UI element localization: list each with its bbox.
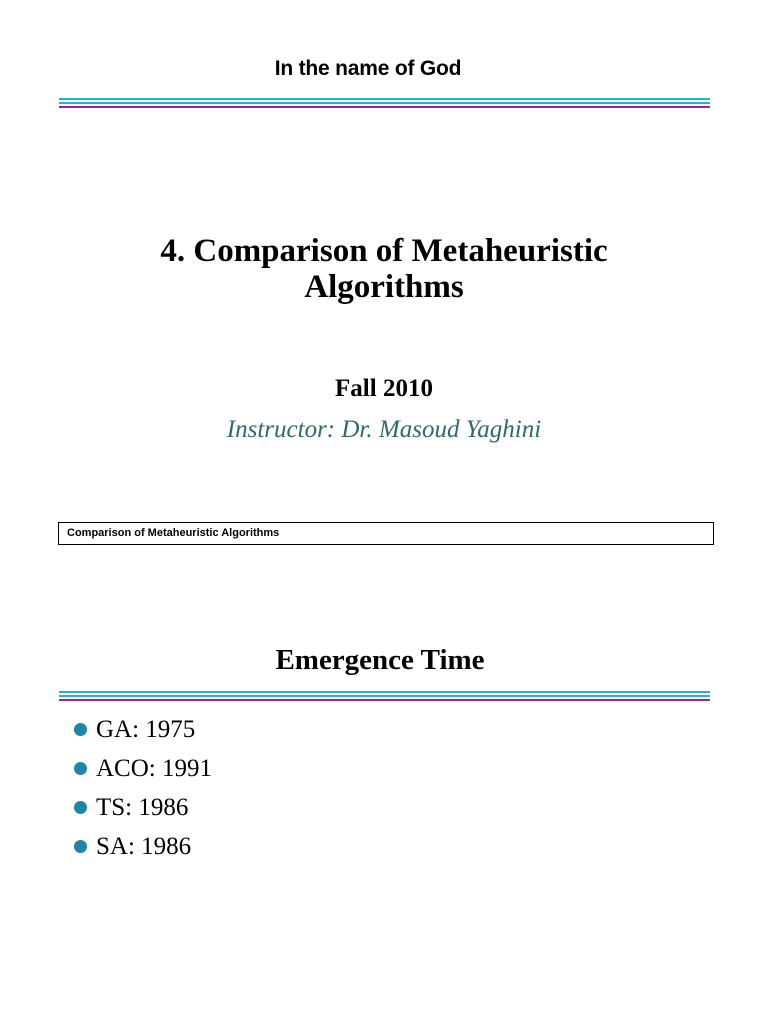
slide-title-line-1: 4. Comparison of Metaheuristic	[160, 233, 608, 269]
header-divider	[59, 98, 710, 108]
footer-label: Comparison of Metaheuristic Algorithms	[67, 527, 280, 539]
bullet-icon	[74, 762, 87, 775]
list-item	[74, 749, 212, 788]
bullet-list	[74, 710, 212, 866]
slide-title	[0, 233, 768, 305]
bullet-icon	[74, 723, 87, 736]
list-item-text: ACO: 1991	[96, 754, 212, 782]
slide-title-line-2: Algorithms	[304, 269, 464, 305]
divider-magenta-line	[59, 699, 710, 701]
slide-footer	[58, 522, 714, 545]
list-item	[74, 710, 212, 749]
bullet-icon	[74, 840, 87, 853]
instructor-label: Instructor: Dr. Masoud Yaghini	[226, 416, 542, 443]
list-item	[74, 827, 212, 866]
bullet-icon	[74, 801, 87, 814]
term-label: Fall 2010	[335, 375, 433, 402]
list-item-text: SA: 1986	[96, 832, 192, 860]
section-divider	[59, 691, 710, 701]
list-item	[74, 788, 212, 827]
divider-magenta-line	[59, 106, 710, 108]
list-item-text: TS: 1986	[96, 793, 189, 821]
section-title: Emergence Time	[275, 644, 485, 676]
page-header: In the name of God	[274, 57, 462, 80]
list-item-text: GA: 1975	[96, 715, 196, 743]
